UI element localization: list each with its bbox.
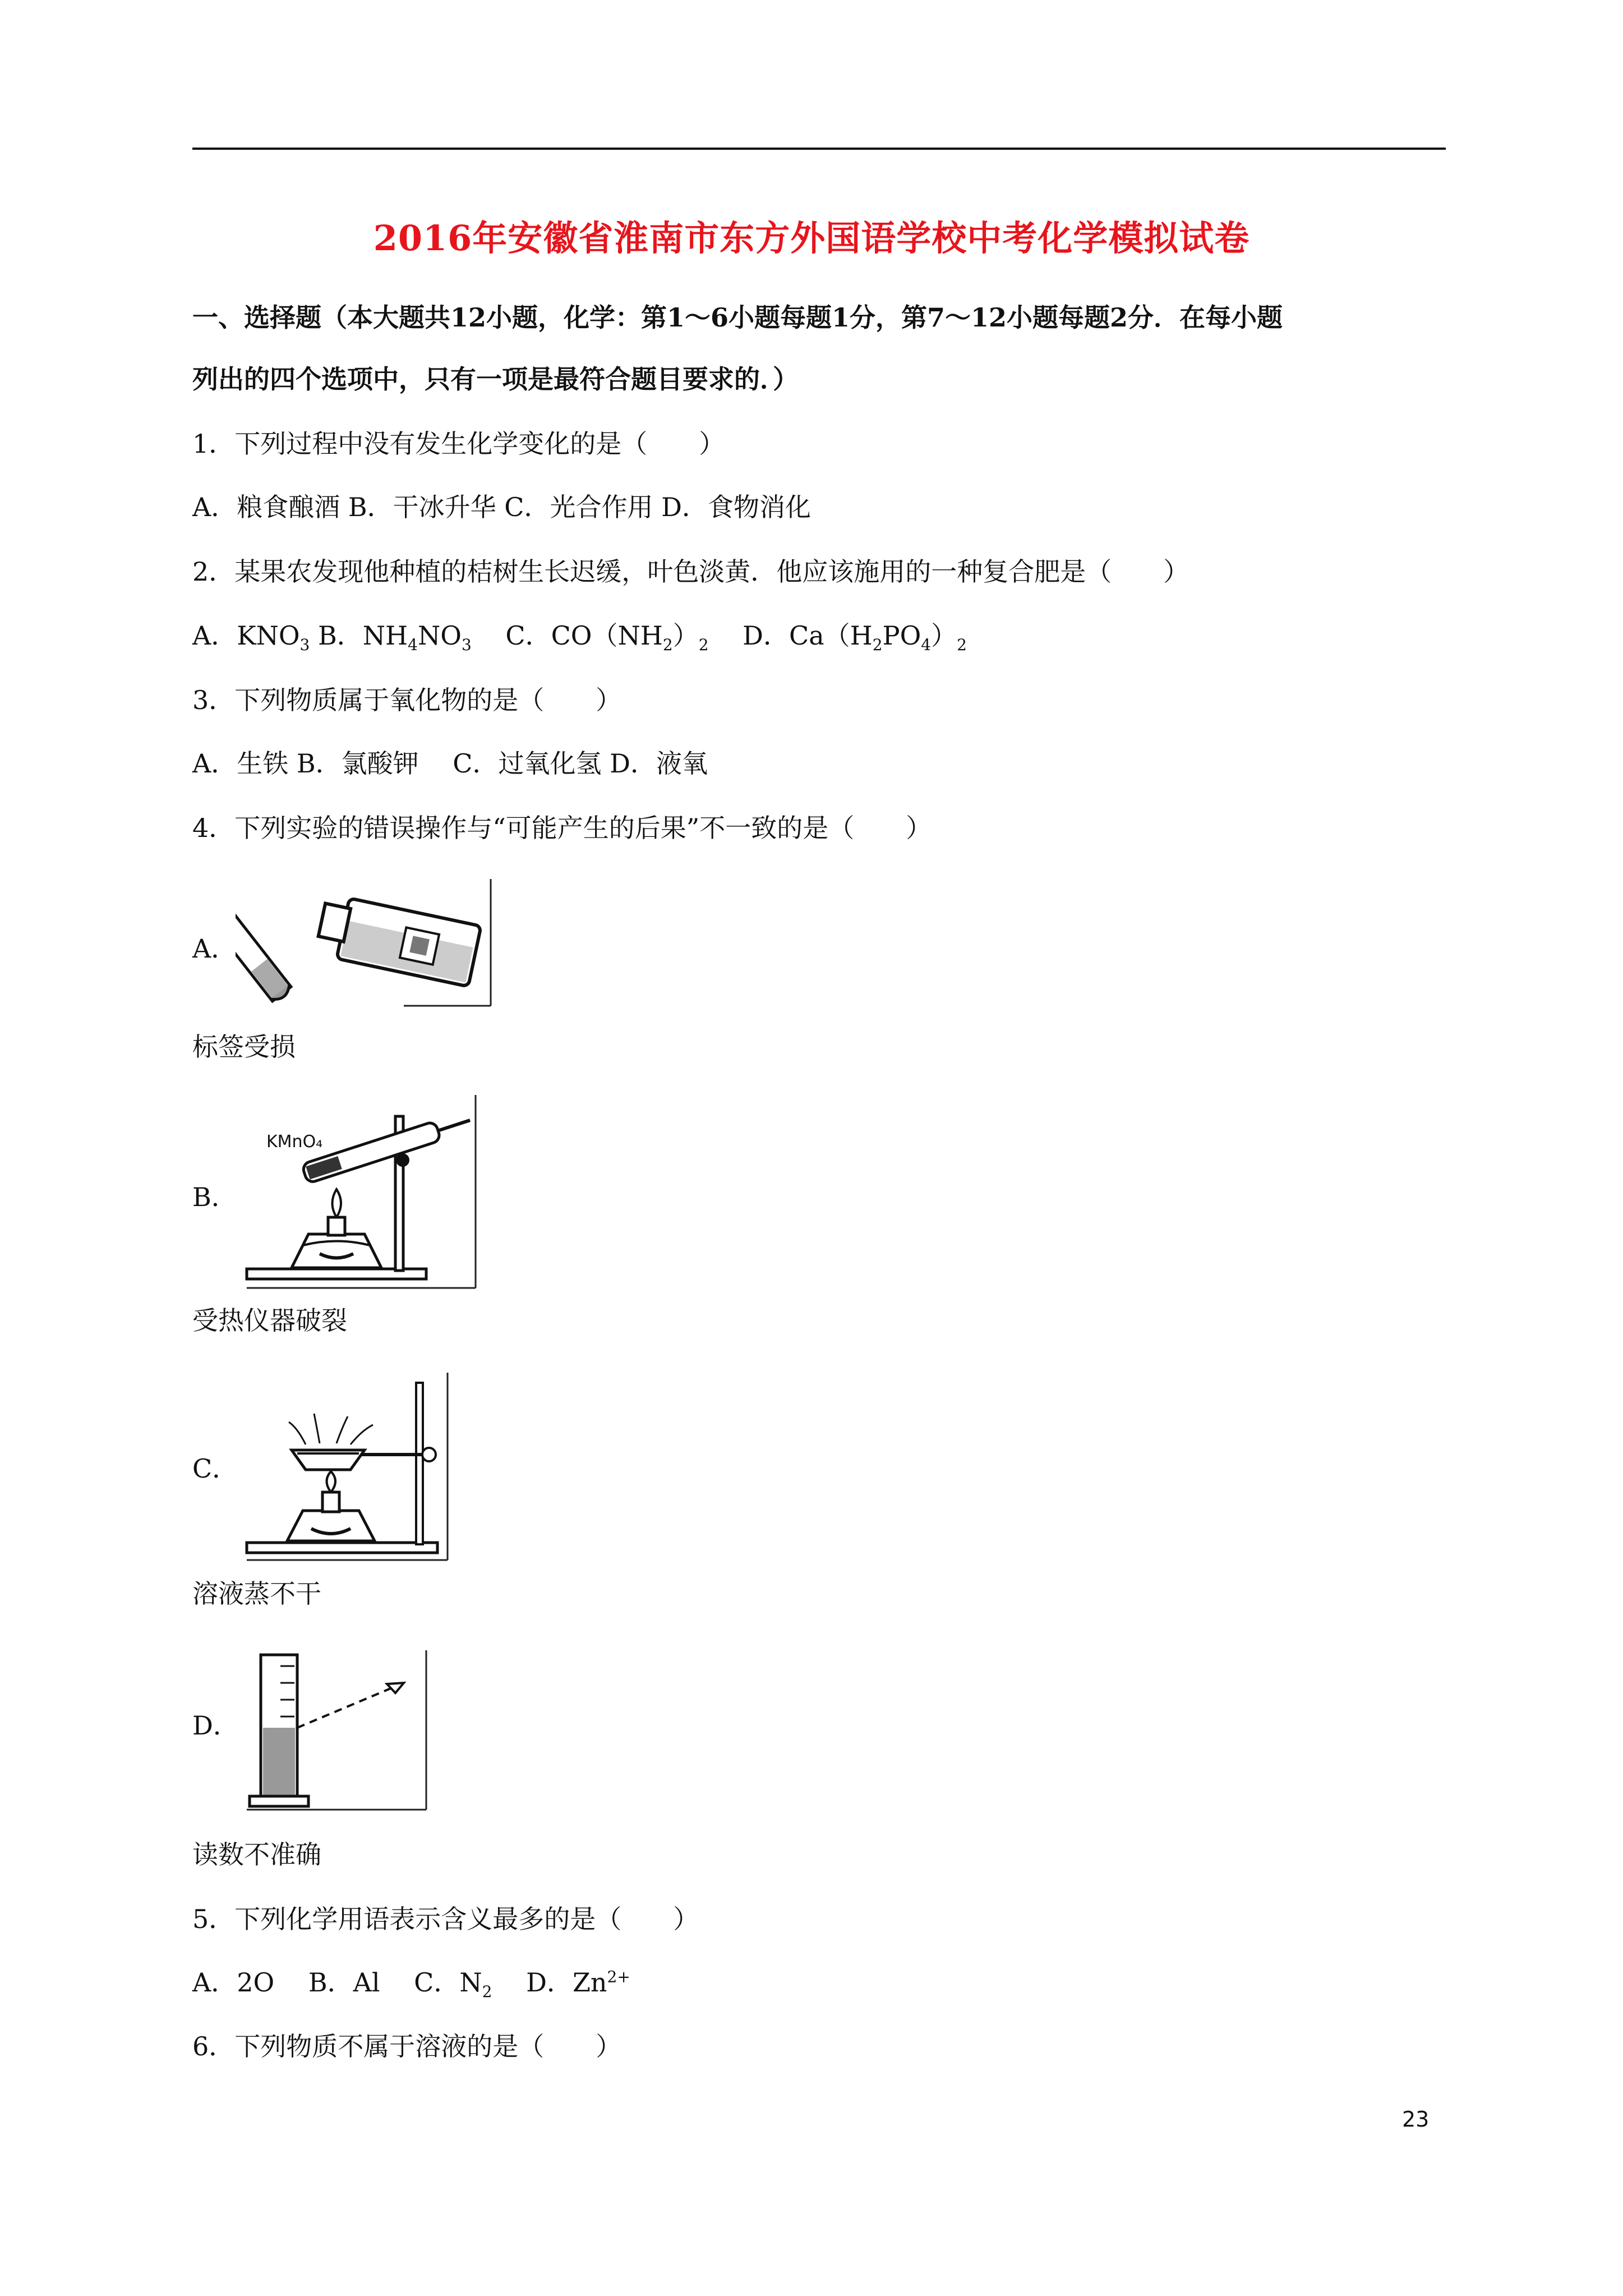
figure-graduated-cylinder	[236, 1649, 432, 1812]
q4-option-a-caption: 标签受损	[192, 1032, 296, 1062]
q4-option-b-caption: 受热仪器破裂	[192, 1305, 347, 1336]
page-title: 2016年安徽省淮南市东方外国语学校中考化学模拟试卷	[373, 218, 1250, 259]
header-rule	[192, 148, 1446, 150]
q1-options: A．粮食酿酒 B．干冰升华 C．光合作用 D．食物消化	[192, 492, 811, 522]
figure-label-kmno4: KMnO₄	[266, 1132, 323, 1152]
page-number: 23	[1402, 2107, 1430, 2132]
q4-stem: 4．下列实验的错误操作与“可能产生的后果”不一致的是（ ）	[192, 813, 932, 843]
q2-option-a: A．KNO	[192, 620, 300, 651]
q5-options: A．2O B．Al C．$N_2$ D．$Zn^{2+}$	[192, 1967, 630, 2001]
q1-stem: 1．下列过程中没有发生化学变化的是（ ）	[192, 429, 725, 459]
figure-evaporating-dish	[236, 1372, 454, 1562]
q4-option-b-letter: B．	[192, 1182, 237, 1212]
q3-stem: 3．下列物质属于氧化物的是（ ）	[192, 685, 622, 715]
q2-option-c: C．CO（NH	[471, 620, 663, 651]
figure-pouring-liquid	[236, 878, 499, 1007]
section-heading-line2: 列出的四个选项中，只有一项是最符合题目要求的．）	[192, 364, 799, 394]
q3-options: A．生铁 B．氯酸钾 C．过氧化氢 D．液氧	[192, 748, 708, 779]
q6-stem: 6．下列物质不属于溶液的是（ ）	[192, 2031, 622, 2062]
q4-option-c-caption: 溶液蒸不干	[192, 1579, 321, 1609]
q4-option-d-letter: D．	[192, 1710, 239, 1741]
q4-option-c-letter: C．	[192, 1453, 238, 1484]
figure-heating-kmno4	[236, 1094, 482, 1290]
q2-options: A．$KNO_3$ B．$NH_4NO_3$ C．$CO(NH_2)_2$ D．$Ca(H_2PO_4)_2$	[192, 620, 967, 655]
section-heading-line1: 一、选择题（本大题共12小题，化学：第1～6小题每题1分，第7～12小题每题2分．在每小题	[192, 302, 1283, 333]
q2-option-d: D．Ca（H	[708, 620, 873, 651]
q4-option-a-letter: A．	[192, 933, 237, 964]
q5-stem: 5．下列化学用语表示含义最多的是（ ）	[192, 1904, 699, 1934]
q2-option-b: B．NH	[310, 620, 408, 651]
q2-stem: 2．某果农发现他种植的桔树生长迟缓，叶色淡黄．他应该施用的一种复合肥是（ ）	[192, 556, 1189, 587]
q4-option-d-caption: 读数不准确	[192, 1839, 321, 1870]
